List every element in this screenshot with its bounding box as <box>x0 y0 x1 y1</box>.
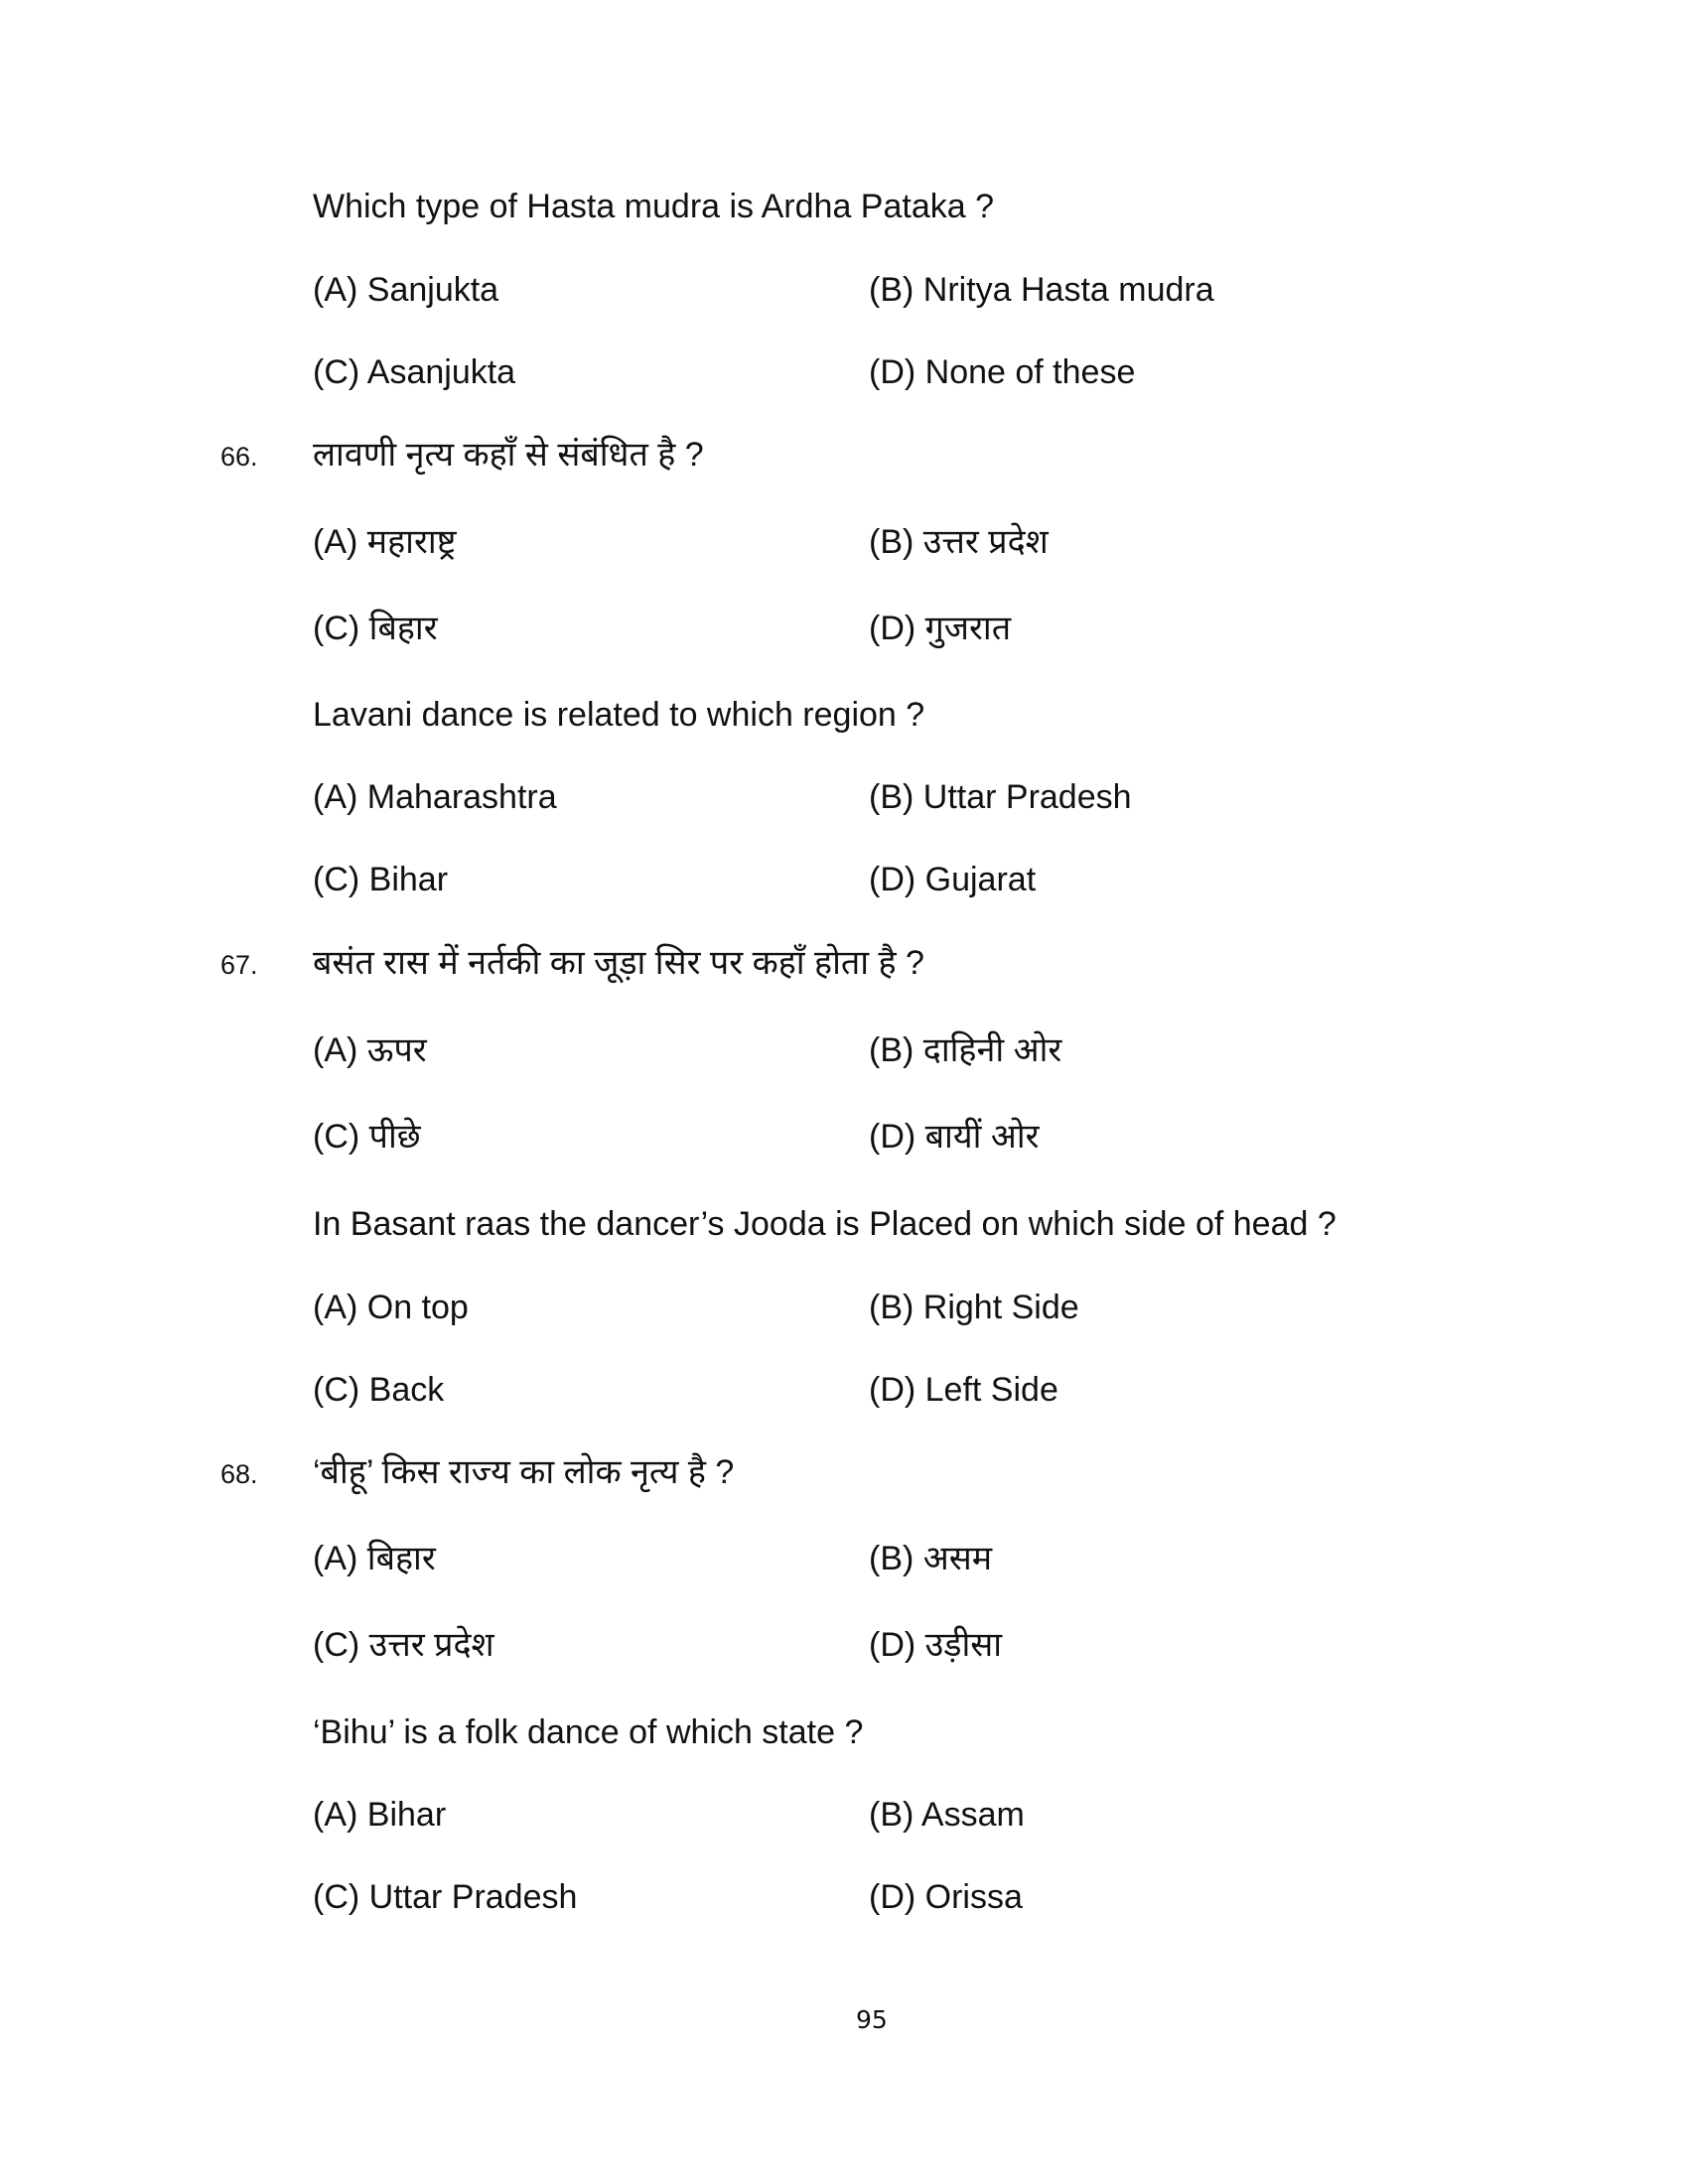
option-c: (C) उत्तर प्रदेश <box>313 1626 494 1664</box>
question-text: Which type of Hasta mudra is Ardha Pataka ? <box>313 188 995 225</box>
option-a: (A) On top <box>313 1289 469 1326</box>
option-d: (D) बायीं ओर <box>869 1118 1040 1156</box>
question-number: 66. <box>220 442 258 472</box>
option-d: (D) Orissa <box>869 1878 1023 1916</box>
question-text: In Basant raas the dancer’s Jooda is Placed on which side of head ? <box>313 1205 1336 1243</box>
option-c: (C) Uttar Pradesh <box>313 1878 578 1916</box>
option-d: (D) गुजरात <box>869 610 1012 647</box>
option-d: (D) Left Side <box>869 1371 1058 1409</box>
option-c: (C) Asanjukta <box>313 353 516 391</box>
question-text: लावणी नृत्य कहाँ से संबंधित है ? <box>313 436 704 474</box>
option-b: (B) दाहिनी ओर <box>869 1031 1062 1069</box>
option-c: (C) Bihar <box>313 861 449 898</box>
question-text: Lavani dance is related to which region ? <box>313 696 925 734</box>
option-a: (A) ऊपर <box>313 1031 427 1069</box>
question-text: ‘Bihu’ is a folk dance of which state ? <box>313 1713 864 1751</box>
option-a: (A) बिहार <box>313 1540 436 1577</box>
option-b: (B) Uttar Pradesh <box>869 778 1132 816</box>
option-d: (D) उड़ीसा <box>869 1626 1003 1664</box>
question-text: बसंत रास में नर्तकी का जूड़ा सिर पर कहाँ होता है ? <box>313 944 924 982</box>
question-number: 67. <box>220 950 258 980</box>
option-c: (C) बिहार <box>313 610 438 647</box>
option-b: (B) Right Side <box>869 1289 1079 1326</box>
question-text: ‘बीहू’ किस राज्य का लोक नृत्य है ? <box>313 1453 735 1491</box>
option-a: (A) Bihar <box>313 1796 447 1834</box>
question-number: 68. <box>220 1459 258 1489</box>
option-a: (A) Sanjukta <box>313 271 499 309</box>
option-d: (D) Gujarat <box>869 861 1037 898</box>
option-d: (D) None of these <box>869 353 1136 391</box>
option-b: (B) Nritya Hasta mudra <box>869 271 1214 309</box>
option-b: (B) उत्तर प्रदेश <box>869 523 1049 561</box>
option-c: (C) Back <box>313 1371 445 1409</box>
option-b: (B) Assam <box>869 1796 1025 1834</box>
option-c: (C) पीछे <box>313 1118 421 1156</box>
option-b: (B) असम <box>869 1540 993 1577</box>
option-a: (A) Maharashtra <box>313 778 557 816</box>
page-number: 95 <box>856 2005 888 2034</box>
option-a: (A) महाराष्ट्र <box>313 523 457 561</box>
